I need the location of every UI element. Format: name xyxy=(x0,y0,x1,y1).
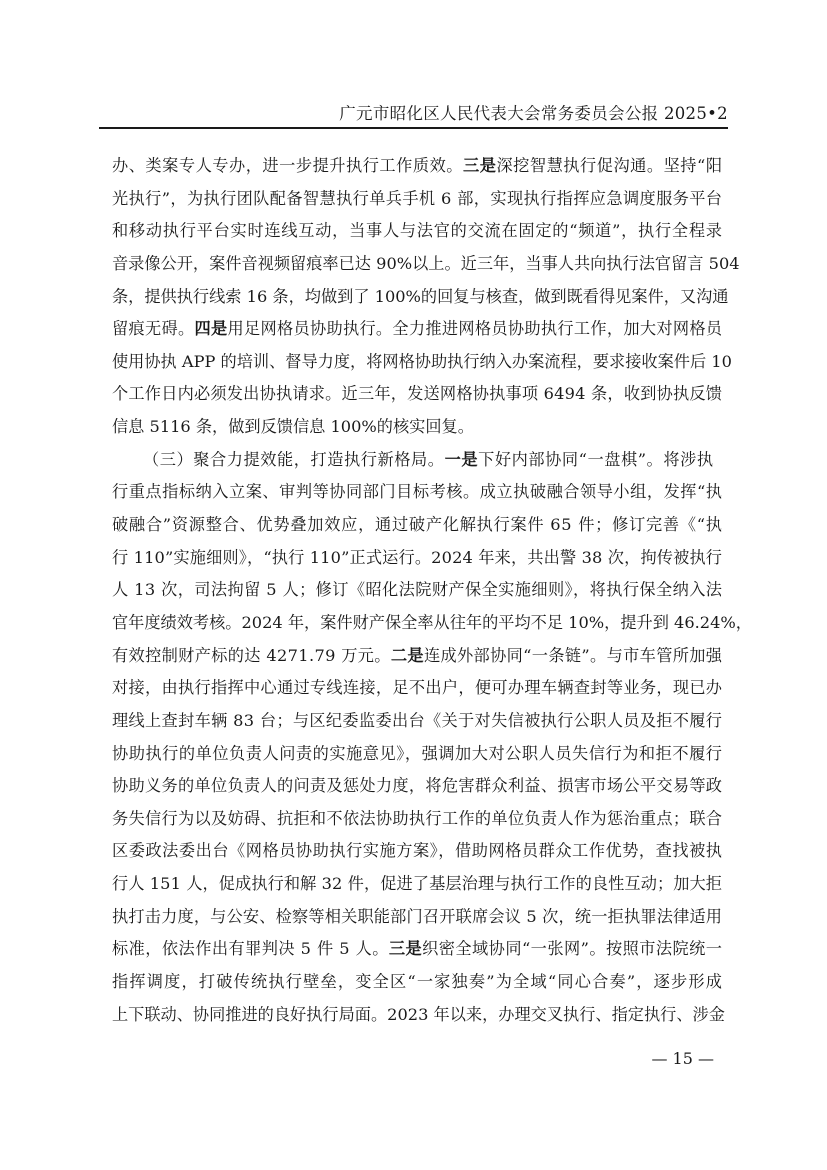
text-segment: 人 13 次，司法拘留 5 人；修订《昭化法院财产保全实施细则》，将执行保全纳入法 xyxy=(112,580,723,600)
text-segment: 执打击力度，与公安、检察等相关职能部门召开联席会议 5 次，统一拒执罪法律适用 xyxy=(112,906,723,926)
text-segment: 织密全域协同“一张网”。按照市法院统一 xyxy=(422,939,723,959)
line-content xyxy=(112,150,722,183)
text-line xyxy=(112,346,732,379)
text-segment: 官年度绩效考核。2024 年，案件财产保全率从往年的平均不足 10%，提升到 46.24%， xyxy=(112,612,752,632)
text-segment: 协助义务的单位负责人的问责及惩处力度，将危害群众利益、损害市场公平交易等政 xyxy=(112,776,723,796)
text-segment: 协助执行的单位负责人问责的实施意见》，强调加大对公职人员失信行为和拒不履行 xyxy=(112,743,723,763)
text-segment: 指挥调度，打破传统执行壁垒，变全区“一家独奏”为全域“同心合奏”，逐步形成 xyxy=(112,972,724,992)
body-text xyxy=(112,150,752,1031)
text-line xyxy=(112,901,722,934)
header-rule xyxy=(99,127,728,129)
text-line xyxy=(112,574,722,607)
text-segment: 光执行”，为执行团队配备智慧执行单兵手机 6 部，实现执行指挥应急调度服务平台 xyxy=(112,188,723,208)
running-header: 广元市昭化区人民代表大会常务委员会公报 2025•2 xyxy=(339,104,728,123)
text-segment: 行 110”实施细则》，“执行 110”正式运行。2024 年来，共出警 38 次，拘传被执行 xyxy=(112,547,723,567)
text-line xyxy=(112,672,722,705)
text-segment: 下好内部协同“一盘棋”。将涉执 xyxy=(478,449,714,469)
page-number xyxy=(0,1049,827,1068)
text-line xyxy=(112,542,722,575)
text-line xyxy=(112,476,722,509)
text-segment: 有效控制财产标的达 4271.79 万元。 xyxy=(112,645,391,665)
line-content xyxy=(143,444,722,477)
section-heading: （三）聚合力提效能，打造执行新格局。 xyxy=(143,449,445,469)
text-line xyxy=(112,150,722,183)
emphasis-lead: 二是 xyxy=(390,645,424,665)
text-line xyxy=(112,215,722,248)
text-line xyxy=(112,444,722,477)
text-segment: 条，提供执行线索 16 条，均做到了 100%的回复与核查，做到既看得见案件，又沟通 xyxy=(112,286,729,306)
text-line xyxy=(112,966,722,999)
text-segment: 信息 5116 条，做到反馈信息 100%的核实回复。 xyxy=(112,417,474,437)
text-segment: 对接，由执行指挥中心通过专线连接，足不出户，便可办理车辆查封等业务，现已办 xyxy=(112,678,723,698)
line-content xyxy=(112,640,722,673)
text-segment: 使用协执 APP 的培训、督导力度，将网格协助执行纳入办案流程，要求接收案件后 10 xyxy=(112,351,732,371)
text-line xyxy=(112,835,722,868)
text-segment: 理线上查封车辆 83 台；与区纪委监委出台《关于对失信被执行公职人员及拒不履行 xyxy=(112,710,723,730)
emphasis-lead: 三是 xyxy=(388,939,423,959)
text-segment: 办、类案专人专办，进一步提升执行工作质效。 xyxy=(112,156,464,175)
text-line xyxy=(112,999,725,1032)
text-segment: 务失信行为以及妨碍、抗拒和不依法协助执行工作的单位负责人作为惩治重点；联合 xyxy=(112,808,723,828)
emphasis-lead: 一是 xyxy=(444,449,479,469)
text-segment: 留痕无碍。 xyxy=(112,319,195,339)
text-segment: 音录像公开，案件音视频留痕率已达 90%以上。近三年，当事人共向执行法官留言 504 xyxy=(112,253,740,273)
text-line xyxy=(112,640,722,673)
text-line xyxy=(112,509,722,542)
text-segment: 深挖智慧执行促沟通。坚持“阳 xyxy=(496,156,723,175)
text-segment: 用足网格员协助执行。全力推进网格员协助执行工作，加大对网格员 xyxy=(227,319,723,339)
text-line xyxy=(112,803,722,836)
text-segment: 上下联动、协同推进的良好执行局面。2023 年以来，办理交叉执行、指定执行、涉金 xyxy=(112,1004,725,1024)
line-content xyxy=(112,933,722,966)
text-segment: 行重点指标纳入立案、审判等协同部门目标考核。成立执破融合领导小组，发挥“执 xyxy=(112,482,723,502)
text-line xyxy=(112,738,722,771)
text-line xyxy=(112,705,722,738)
text-line xyxy=(112,770,722,803)
page-number-text: — 15 — xyxy=(651,1049,714,1068)
text-line xyxy=(112,183,722,216)
text-segment: 连成外部协同“一条链”。与市车管所加强 xyxy=(423,645,723,665)
text-line xyxy=(112,411,722,444)
text-segment: 行人 151 人，促成执行和解 32 件，促进了基层治理与执行工作的良性互动；加大拒 xyxy=(112,874,723,894)
text-line xyxy=(112,378,722,411)
text-segment: 区委政法委出台《网格员协助执行实施方案》，借助网格员群众工作优势，查找被执 xyxy=(112,841,723,861)
text-line xyxy=(112,313,722,346)
text-line xyxy=(112,933,722,966)
emphasis-lead: 四是 xyxy=(194,319,228,339)
text-segment: 和移动执行平台实时连线互动，当事人与法官的交流在固定的“频道”，执行全程录 xyxy=(112,221,723,241)
text-segment: 标准，依法作出有罪判决 5 件 5 人。 xyxy=(112,939,389,959)
emphasis-lead: 三是 xyxy=(463,156,497,175)
text-line xyxy=(112,607,752,640)
text-line xyxy=(112,281,729,314)
text-segment: 个工作日内必须发出协执请求。近三年，发送网格协执事项 6494 条，收到协执反馈 xyxy=(112,384,723,404)
text-line xyxy=(112,248,740,281)
text-line xyxy=(112,868,722,901)
line-content xyxy=(112,313,722,346)
text-segment: 破融合”资源整合、优势叠加效应，通过破产化解执行案件 65 件；修订完善《“执 xyxy=(112,515,723,535)
